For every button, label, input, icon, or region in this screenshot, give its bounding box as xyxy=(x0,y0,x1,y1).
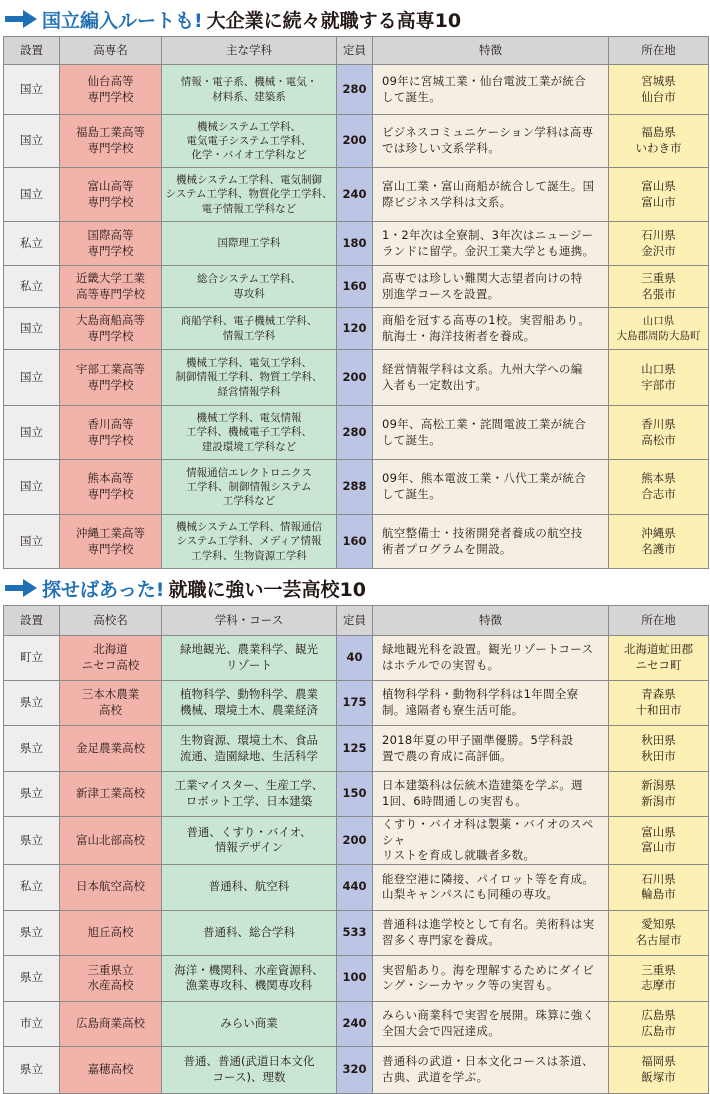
departments-cell: 国際理工学科 xyxy=(162,222,337,266)
features-cell: 1・2年次は全寮制、3年次はニュージー ランドに留学。金沢工業大学とも連携。 xyxy=(373,222,609,266)
table-row xyxy=(4,1001,709,1046)
location-cell: 富山県 富山市 xyxy=(609,168,709,222)
high-school-table xyxy=(3,605,709,1094)
departments-cell: 情報・電子系、機械・電気・ 材料系、建築系 xyxy=(162,65,337,115)
capacity-cell: 320 xyxy=(337,1046,373,1093)
table-row xyxy=(4,266,709,308)
school-name-cell: 新津工業高校 xyxy=(60,772,162,817)
location-cell: 山口県 宇部市 xyxy=(609,350,709,406)
setup-cell: 私立 xyxy=(4,864,60,910)
school-name-cell: 富山高等 専門学校 xyxy=(60,168,162,222)
features-cell: 09年、熊本電波工業・八代工業が統合 して誕生。 xyxy=(373,460,609,515)
setup-cell: 国立 xyxy=(4,515,60,569)
features-cell: くすり・バイオ科は製薬・バイオのスペシャ リストを育成し就職者多数。 xyxy=(373,817,609,865)
courses-cell: 緑地観光、農業科学、観光 リゾート xyxy=(162,636,337,681)
header-features: 特徴 xyxy=(373,606,609,636)
capacity-cell: 150 xyxy=(337,772,373,817)
table-row xyxy=(4,681,709,726)
setup-cell: 私立 xyxy=(4,266,60,308)
section2-title-highlight: 探せばあった! xyxy=(42,578,165,601)
setup-cell: 国立 xyxy=(4,168,60,222)
capacity-cell: 240 xyxy=(337,1001,373,1046)
kosen-table xyxy=(3,36,709,569)
location-cell: 三重県 志摩市 xyxy=(609,955,709,1001)
table-row xyxy=(4,864,709,910)
setup-cell: 県立 xyxy=(4,817,60,865)
location-cell: 石川県 金沢市 xyxy=(609,222,709,266)
capacity-cell: 160 xyxy=(337,515,373,569)
location-cell: 山口県 大島郡周防大島町 xyxy=(609,308,709,350)
capacity-cell: 533 xyxy=(337,910,373,955)
features-cell: 2018年夏の甲子園準優勝。5学科設 置で農の育成に高評価。 xyxy=(373,726,609,772)
departments-cell: 機械工学科、電気工学科、 制御情報工学科、物質工学科、 経営情報学科 xyxy=(162,350,337,406)
location-cell: 富山県 富山市 xyxy=(609,817,709,865)
setup-cell: 国立 xyxy=(4,65,60,115)
school-name-cell: 大島商船高等 専門学校 xyxy=(60,308,162,350)
courses-cell: 普通、普通(武道日本文化 コース)、理数 xyxy=(162,1046,337,1093)
location-cell: 北海道虻田郡 ニセコ町 xyxy=(609,636,709,681)
school-name-cell: 沖縄工業高等 専門学校 xyxy=(60,515,162,569)
table-header-row xyxy=(4,606,709,636)
header-capacity: 定員 xyxy=(337,606,373,636)
departments-cell: 機械工学科、電気情報 工学科、機械電子工学科、 建設環境工学科など xyxy=(162,406,337,460)
table-row xyxy=(4,222,709,266)
setup-cell: 国立 xyxy=(4,406,60,460)
location-cell: 秋田県 秋田市 xyxy=(609,726,709,772)
capacity-cell: 100 xyxy=(337,955,373,1001)
section1-title-main: 大企業に続々就職する高専10 xyxy=(206,9,462,32)
features-cell: 09年、高松工業・詫間電波工業が統合 して誕生。 xyxy=(373,406,609,460)
section1-title-highlight: 国立編入ルートも! xyxy=(42,9,203,32)
location-cell: 愛知県 名古屋市 xyxy=(609,910,709,955)
school-name-cell: 旭丘高校 xyxy=(60,910,162,955)
header-departments: 主な学科 xyxy=(162,37,337,65)
courses-cell: 工業マイスター、生産工学、 ロボット工学、日本建築 xyxy=(162,772,337,817)
school-name-cell: 日本航空高校 xyxy=(60,864,162,910)
features-cell: 経営情報学科は文系。九州大学への編 入者も一定数出す。 xyxy=(373,350,609,406)
header-features: 特徴 xyxy=(373,37,609,65)
location-cell: 香川県 高松市 xyxy=(609,406,709,460)
header-courses: 学科・コース xyxy=(162,606,337,636)
header-setup: 設置 xyxy=(4,37,60,65)
table-row xyxy=(4,955,709,1001)
setup-cell: 国立 xyxy=(4,350,60,406)
setup-cell: 県立 xyxy=(4,1046,60,1093)
courses-cell: 海洋・機関科、水産資源科、 漁業専攻科、機関専攻科 xyxy=(162,955,337,1001)
location-cell: 熊本県 合志市 xyxy=(609,460,709,515)
courses-cell: 生物資源、環境土木、食品 流通、造園緑地、生活科学 xyxy=(162,726,337,772)
capacity-cell: 280 xyxy=(337,406,373,460)
features-cell: 高専では珍しい難関大志望者向けの特 別進学コースを設置。 xyxy=(373,266,609,308)
school-name-cell: 金足農業高校 xyxy=(60,726,162,772)
capacity-cell: 440 xyxy=(337,864,373,910)
school-name-cell: 福島工業高等 専門学校 xyxy=(60,115,162,168)
school-name-cell: 三本木農業 高校 xyxy=(60,681,162,726)
courses-cell: みらい商業 xyxy=(162,1001,337,1046)
departments-cell: 機械システム工学科、情報通信 システム工学科、メディア情報 工学科、生物資源工学科 xyxy=(162,515,337,569)
school-name-cell: 近畿大学工業 高等専門学校 xyxy=(60,266,162,308)
setup-cell: 国立 xyxy=(4,115,60,168)
table-row xyxy=(4,636,709,681)
table-row xyxy=(4,910,709,955)
location-cell: 三重県 名張市 xyxy=(609,266,709,308)
setup-cell: 県立 xyxy=(4,955,60,1001)
location-cell: 青森県 十和田市 xyxy=(609,681,709,726)
capacity-cell: 200 xyxy=(337,817,373,865)
right-arrow-icon xyxy=(4,577,38,599)
departments-cell: 機械システム工学科、電気制御 システム工学科、物質化学工学科、 電子情報工学科など xyxy=(162,168,337,222)
header-school-name: 高校名 xyxy=(60,606,162,636)
header-school-name: 高専名 xyxy=(60,37,162,65)
table-row xyxy=(4,460,709,515)
courses-cell: 普通科、総合学科 xyxy=(162,910,337,955)
setup-cell: 県立 xyxy=(4,910,60,955)
features-cell: 普通科は進学校として有名。美術科は実 習多く専門家を養成。 xyxy=(373,910,609,955)
capacity-cell: 288 xyxy=(337,460,373,515)
right-arrow-icon xyxy=(4,8,38,30)
departments-cell: 商船学科、電子機械工学科、 情報工学科 xyxy=(162,308,337,350)
setup-cell: 県立 xyxy=(4,726,60,772)
courses-cell: 普通、くすり・バイオ、 情報デザイン xyxy=(162,817,337,865)
setup-cell: 県立 xyxy=(4,772,60,817)
location-cell: 広島県 広島市 xyxy=(609,1001,709,1046)
table-row xyxy=(4,817,709,865)
capacity-cell: 280 xyxy=(337,65,373,115)
location-cell: 福岡県 飯塚市 xyxy=(609,1046,709,1093)
section2-title xyxy=(4,573,366,603)
school-name-cell: 熊本高等 専門学校 xyxy=(60,460,162,515)
header-location: 所在地 xyxy=(609,37,709,65)
features-cell: 富山工業・富山商船が統合して誕生。国 際ビジネス学科は文系。 xyxy=(373,168,609,222)
features-cell: 普通科の武道・日本文化コースは茶道、 古典、武道を学ぶ。 xyxy=(373,1046,609,1093)
table-row xyxy=(4,350,709,406)
capacity-cell: 120 xyxy=(337,308,373,350)
school-name-cell: 仙台高等 専門学校 xyxy=(60,65,162,115)
table-row xyxy=(4,168,709,222)
section1-title xyxy=(4,4,461,34)
setup-cell: 町立 xyxy=(4,636,60,681)
table-header-row xyxy=(4,37,709,65)
departments-cell: 機械システム工学科、 電気電子システム工学科、 化学・バイオ工学科など xyxy=(162,115,337,168)
features-cell: 航空整備士・技術開発者養成の航空技 術者プログラムを開設。 xyxy=(373,515,609,569)
features-cell: 実習船あり。海を理解するためにダイビ ング・シーカヤック等の実習も。 xyxy=(373,955,609,1001)
capacity-cell: 180 xyxy=(337,222,373,266)
table-row xyxy=(4,1046,709,1093)
features-cell: ビジネスコミュニケーション学科は高専 では珍しい文系学科。 xyxy=(373,115,609,168)
features-cell: みらい商業科で実習を展開。珠算に強く 全国大会で四冠達成。 xyxy=(373,1001,609,1046)
school-name-cell: 香川高等 専門学校 xyxy=(60,406,162,460)
table-row xyxy=(4,772,709,817)
header-setup: 設置 xyxy=(4,606,60,636)
setup-cell: 私立 xyxy=(4,222,60,266)
capacity-cell: 200 xyxy=(337,115,373,168)
table-row xyxy=(4,515,709,569)
school-name-cell: 嘉穂高校 xyxy=(60,1046,162,1093)
capacity-cell: 40 xyxy=(337,636,373,681)
school-name-cell: 宇部工業高等 専門学校 xyxy=(60,350,162,406)
location-cell: 新潟県 新潟市 xyxy=(609,772,709,817)
school-name-cell: 国際高等 専門学校 xyxy=(60,222,162,266)
capacity-cell: 240 xyxy=(337,168,373,222)
table-row xyxy=(4,726,709,772)
school-name-cell: 広島商業高校 xyxy=(60,1001,162,1046)
location-cell: 宮城県 仙台市 xyxy=(609,65,709,115)
features-cell: 商船を冠する高専の1校。実習船あり。 航海士・海洋技術者を養成。 xyxy=(373,308,609,350)
features-cell: 緑地観光科を設置。観光リゾートコース はホテルでの実習も。 xyxy=(373,636,609,681)
setup-cell: 市立 xyxy=(4,1001,60,1046)
capacity-cell: 200 xyxy=(337,350,373,406)
capacity-cell: 160 xyxy=(337,266,373,308)
capacity-cell: 125 xyxy=(337,726,373,772)
features-cell: 植物科学科・動物科学科は1年間全寮 制。遠隔者も寮生活可能。 xyxy=(373,681,609,726)
location-cell: 福島県 いわき市 xyxy=(609,115,709,168)
table-row xyxy=(4,406,709,460)
courses-cell: 植物科学、動物科学、農業 機械、環境土木、農業経済 xyxy=(162,681,337,726)
header-location: 所在地 xyxy=(609,606,709,636)
departments-cell: 情報通信エレクトロニクス 工学科、制御情報システム 工学科など xyxy=(162,460,337,515)
location-cell: 沖縄県 名護市 xyxy=(609,515,709,569)
features-cell: 09年に宮城工業・仙台電波工業が統合 して誕生。 xyxy=(373,65,609,115)
table-row xyxy=(4,65,709,115)
courses-cell: 普通科、航空科 xyxy=(162,864,337,910)
setup-cell: 県立 xyxy=(4,681,60,726)
school-name-cell: 北海道 ニセコ高校 xyxy=(60,636,162,681)
location-cell: 石川県 輪島市 xyxy=(609,864,709,910)
features-cell: 能登空港に隣接、パイロット等を育成。 山梨キャンパスにも同種の専攻。 xyxy=(373,864,609,910)
table-row xyxy=(4,115,709,168)
setup-cell: 国立 xyxy=(4,308,60,350)
school-name-cell: 三重県立 水産高校 xyxy=(60,955,162,1001)
section2-title-main: 就職に強い一芸高校10 xyxy=(168,578,366,601)
setup-cell: 国立 xyxy=(4,460,60,515)
school-name-cell: 富山北部高校 xyxy=(60,817,162,865)
header-capacity: 定員 xyxy=(337,37,373,65)
table-row xyxy=(4,308,709,350)
capacity-cell: 175 xyxy=(337,681,373,726)
features-cell: 日本建築科は伝統木造建築を学ぶ。週 1回、6時間通しの実習も。 xyxy=(373,772,609,817)
departments-cell: 総合システム工学科、 専攻科 xyxy=(162,266,337,308)
